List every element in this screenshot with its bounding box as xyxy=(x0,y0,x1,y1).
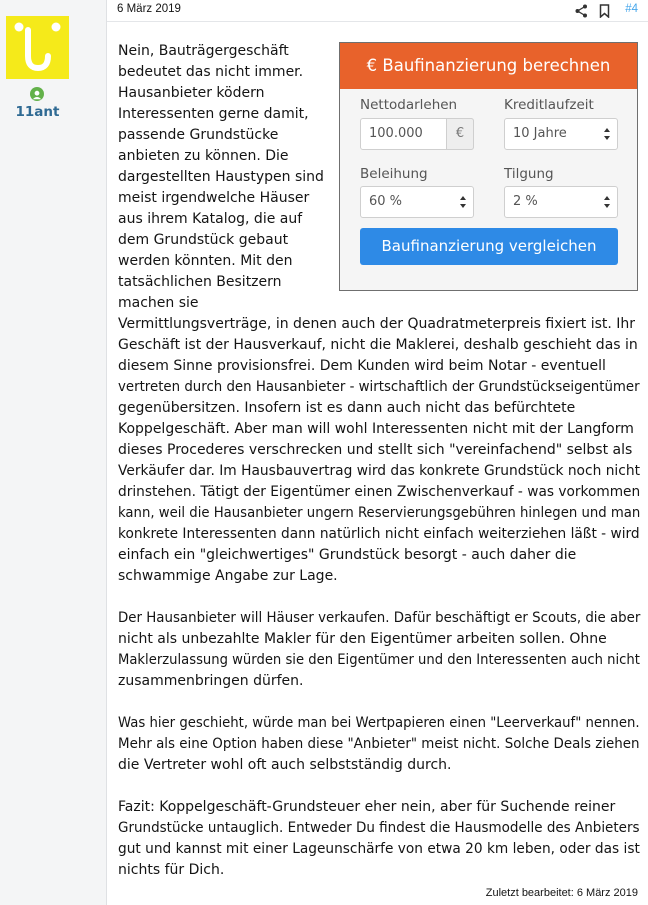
body-line: Mehr als eine Option haben diese "Anbieter" meist nicht. Solche Deals ziehen xyxy=(118,736,640,752)
body-line: tatsächlichen Besitzern xyxy=(118,274,282,290)
body-line: dem Grundstück gebaut xyxy=(118,232,289,248)
body-line: passende Grundstücke xyxy=(118,127,279,143)
body-line: Was hier geschieht, würde man bei Wertpapieren einen "Leerverkauf" nennen. xyxy=(118,715,640,731)
select-arrows-icon xyxy=(459,193,467,211)
avatar-smiley-icon[interactable] xyxy=(6,16,69,79)
kreditlaufzeit-label: Kreditlaufzeit xyxy=(504,97,594,113)
body-line: nicht als unbezahlte Makler für den Eigentümer arbeiten sollen. Ohne xyxy=(118,631,607,647)
body-line: bedeutet das nicht immer. xyxy=(118,64,304,80)
body-line: machen sie xyxy=(118,295,199,311)
body-line: drinstehen. Tätigt der Eigentümer einen Zwischenverkauf - was vorkommen xyxy=(118,484,641,500)
currency-addon: € xyxy=(446,118,474,150)
body-line: Nein, Bauträgergeschäft xyxy=(118,43,289,59)
tilgung-value: 2 % xyxy=(513,194,538,209)
body-line: Fazit: Koppelgeschäft-Grundsteuer eher nein, aber für Suchende reiner xyxy=(118,799,616,815)
body-line: Geschäft ist der Hausverkauf, nicht die Maklerei, deshalb geschieht das in xyxy=(118,337,638,353)
share-icon[interactable] xyxy=(575,3,588,22)
beleihung-select[interactable] xyxy=(360,186,474,218)
post-date[interactable]: 6 März 2019 xyxy=(117,3,181,15)
tilgung-label: Tilgung xyxy=(504,166,554,182)
body-line: vertreten durch den Hausanbieter - wirtschaftlich der Grundstückseigentümer xyxy=(118,379,640,395)
body-line: kann, weil die Hausanbieter ungern Reservierungsgebühren hinlegen und man xyxy=(118,505,641,521)
select-arrows-icon xyxy=(603,193,611,211)
nettodarlehen-input[interactable] xyxy=(360,118,474,150)
body-line: meist irgendwelche Häuser xyxy=(118,190,310,206)
body-line: dargestellten Haustypen sind xyxy=(118,169,324,185)
body-line: konkrete Interessenten dann natürlich nicht einfach weiterziehen läßt - wird xyxy=(118,526,640,542)
body-line: schwammige Angabe zur Lage. xyxy=(118,568,338,584)
user-online-icon xyxy=(30,87,44,101)
select-arrows-icon xyxy=(603,125,611,143)
body-line: die Vertreter wohl oft auch selbstständig durch. xyxy=(118,757,452,773)
body-line: gegenübersitzen. Insofern ist es dann auch nicht das befürchtete xyxy=(118,400,576,416)
body-line: Grundstücke untauglich. Entweder Du findest die Hausmodelle des Anbieters xyxy=(118,820,640,836)
kreditlaufzeit-select[interactable] xyxy=(504,118,618,150)
financing-widget xyxy=(339,42,638,291)
body-line: Vermittlungsverträge, in denen auch der Quadratmeterpreis fixiert ist. Ihr xyxy=(118,316,636,332)
body-line: Interessenten gerne damit, xyxy=(118,106,309,122)
body-line: zusammenbringen dürfen. xyxy=(118,673,304,689)
body-line: nichts für Dich. xyxy=(118,862,225,878)
body-line: werden könnten. Mit den xyxy=(118,253,293,269)
body-line: Verkäufer dar. Im Hausbauvertrag wird das konkrete Grundstück noch nicht xyxy=(118,463,640,479)
user-column xyxy=(0,0,107,905)
nettodarlehen-value: 100.000 xyxy=(369,126,423,141)
body-line: dieses Procederes verschrecken und stellt sich "vereinfachend" selbst als xyxy=(118,442,633,458)
bookmark-icon[interactable] xyxy=(599,3,610,22)
post-header xyxy=(107,0,648,22)
widget-title: € Baufinanzierung berechnen xyxy=(340,43,637,89)
body-line: Koppelgeschäft. Aber man will wohl Interessenten nicht mit der Langform xyxy=(118,421,634,437)
body-line: Der Hausanbieter will Häuser verkaufen. Dafür beschäftigt er Scouts, die aber xyxy=(118,610,641,626)
body-line: Hausanbieter ködern xyxy=(118,85,265,101)
last-edited-note: Zuletzt bearbeitet: 6 März 2019 xyxy=(485,887,638,899)
body-line: diesem Sinne provisionsfrei. Dem Kunden wird beim Notar - eventuell xyxy=(118,358,606,374)
compare-financing-button[interactable]: Baufinanzierung vergleichen xyxy=(360,228,618,265)
beleihung-label: Beleihung xyxy=(360,166,428,182)
body-line: einfach ein "gleichwertiges" Grundstück besorgt - auch daher die xyxy=(118,547,577,563)
post-number-link[interactable]: #4 xyxy=(625,3,638,15)
body-line: gut und kannst mit einer Lageunschärfe von etwa 20 km leben, oder das ist xyxy=(118,841,640,857)
tilgung-select[interactable] xyxy=(504,186,618,218)
nettodarlehen-label: Nettodarlehen xyxy=(360,97,458,113)
body-line: Maklerzulassung würden sie den Eigentümer und den Interessenten auch nicht xyxy=(118,652,640,668)
body-line: anbieten zu können. Die xyxy=(118,148,289,164)
username-link[interactable]: 11ant xyxy=(15,104,60,120)
body-line: aus ihrem Katalog, die auf xyxy=(118,211,303,227)
kreditlaufzeit-value: 10 Jahre xyxy=(513,126,567,141)
beleihung-value: 60 % xyxy=(369,194,403,209)
